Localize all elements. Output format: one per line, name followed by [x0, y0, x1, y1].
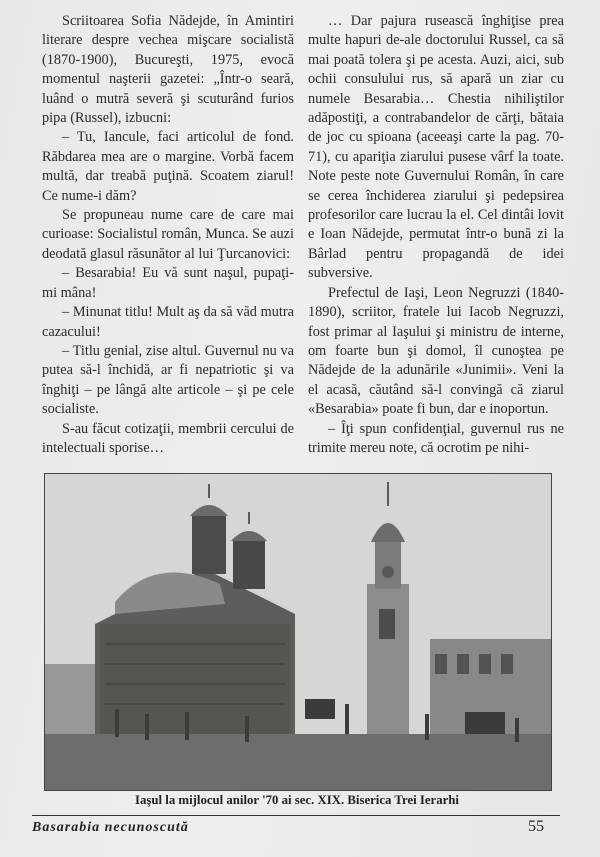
paragraph: – Tu, Iancule, faci articolul de fond. Răbdarea mea are o margine. Vorbă facem multă, dar treabă puţină. Scoatem ziarul! Ce nume-i dăm? [42, 129, 294, 204]
paragraph: S-au făcut cotizaţii, membrii cercului de intelectuali sporise… [42, 420, 294, 456]
figure-caption: Iaşul la mijlocul anilor '70 ai sec. XIX. Biserica Trei Ierarhi [135, 793, 459, 807]
paragraph: – Minunat titlu! Mult aş da să văd mutra cazacului! [42, 304, 294, 340]
footer-divider [32, 815, 560, 816]
paragraph: Se propuneau nume care de care mai curioase: Socialistul român, Munca. Se auzi deodată glasul răsunător al lui Ţurcanovici: [42, 207, 294, 262]
paragraph: – Îţi spun confidenţial, guvernul rus ne trimite mereu note, că ocrotim pe nihi- [308, 420, 564, 456]
paragraph: – Besarabia! Eu vă sunt naşul, pupaţi-mi mâna! [42, 265, 294, 301]
engraving-drawing [45, 474, 551, 790]
paragraph: Prefectul de Iaşi, Leon Negruzzi (1840-1890), scriitor, fratele lui Iacob Negruzzi, fost primar al Iaşului şi ministru de interne, om foarte bun şi domol, îl cunoştea pe Nădejde de la adunările «Junimii». Veni la el acasă, căutând să-l convingă că ziarul «Besarabia» poate fi bun, dar e inoportun. [308, 284, 564, 418]
page-number: 55 [528, 818, 544, 835]
paragraph: – Titlu genial, zise altul. Guvernul nu va putea să-l închidă, ar fi nepatriotic şi va înghiţi – pe lângă alte articole – şi pe cele socialiste. [42, 342, 294, 418]
right-text-column [308, 12, 564, 458]
church-illustration [44, 473, 552, 791]
paragraph: Scriitoarea Sofia Nădejde, în Amintiri literare despre vechea mişcare socialistă (1870-1900), Bucureşti, 1975, evocă momentul naşterii gazetei: „Într-o seară, luând o mutră severă şi scuturând furios pipa (Russel), izbucni: [42, 13, 294, 127]
left-text-column [42, 12, 294, 458]
paragraph: … Dar pajura rusească înghiţise prea multe hapuri de-ale doctorului Russel, ca să mai poată tolera şi pe acesta. Auzi, aici, sub ochii consulului rus, să apară un ziar cu numele Besarabia… Chestia nihiliştilor adăpostiţi, a contrabandelor de cărţi, bătaia de joc cu spioana (aceeaşi carte la pag. 70-71), cu apariţia ziarului pusese vârf la toate. Note peste note Guvernului Român, în care se cerea închiderea ziarului şi pedepsirea profesorilor care lucrau la el. Cel dintâi lovit e Ioan Nădejde, permutat într-o bună zi la Bârlad pentru propagandă de idei subversive. [308, 13, 564, 282]
running-footer-title: Basarabia necunoscută [32, 820, 189, 835]
